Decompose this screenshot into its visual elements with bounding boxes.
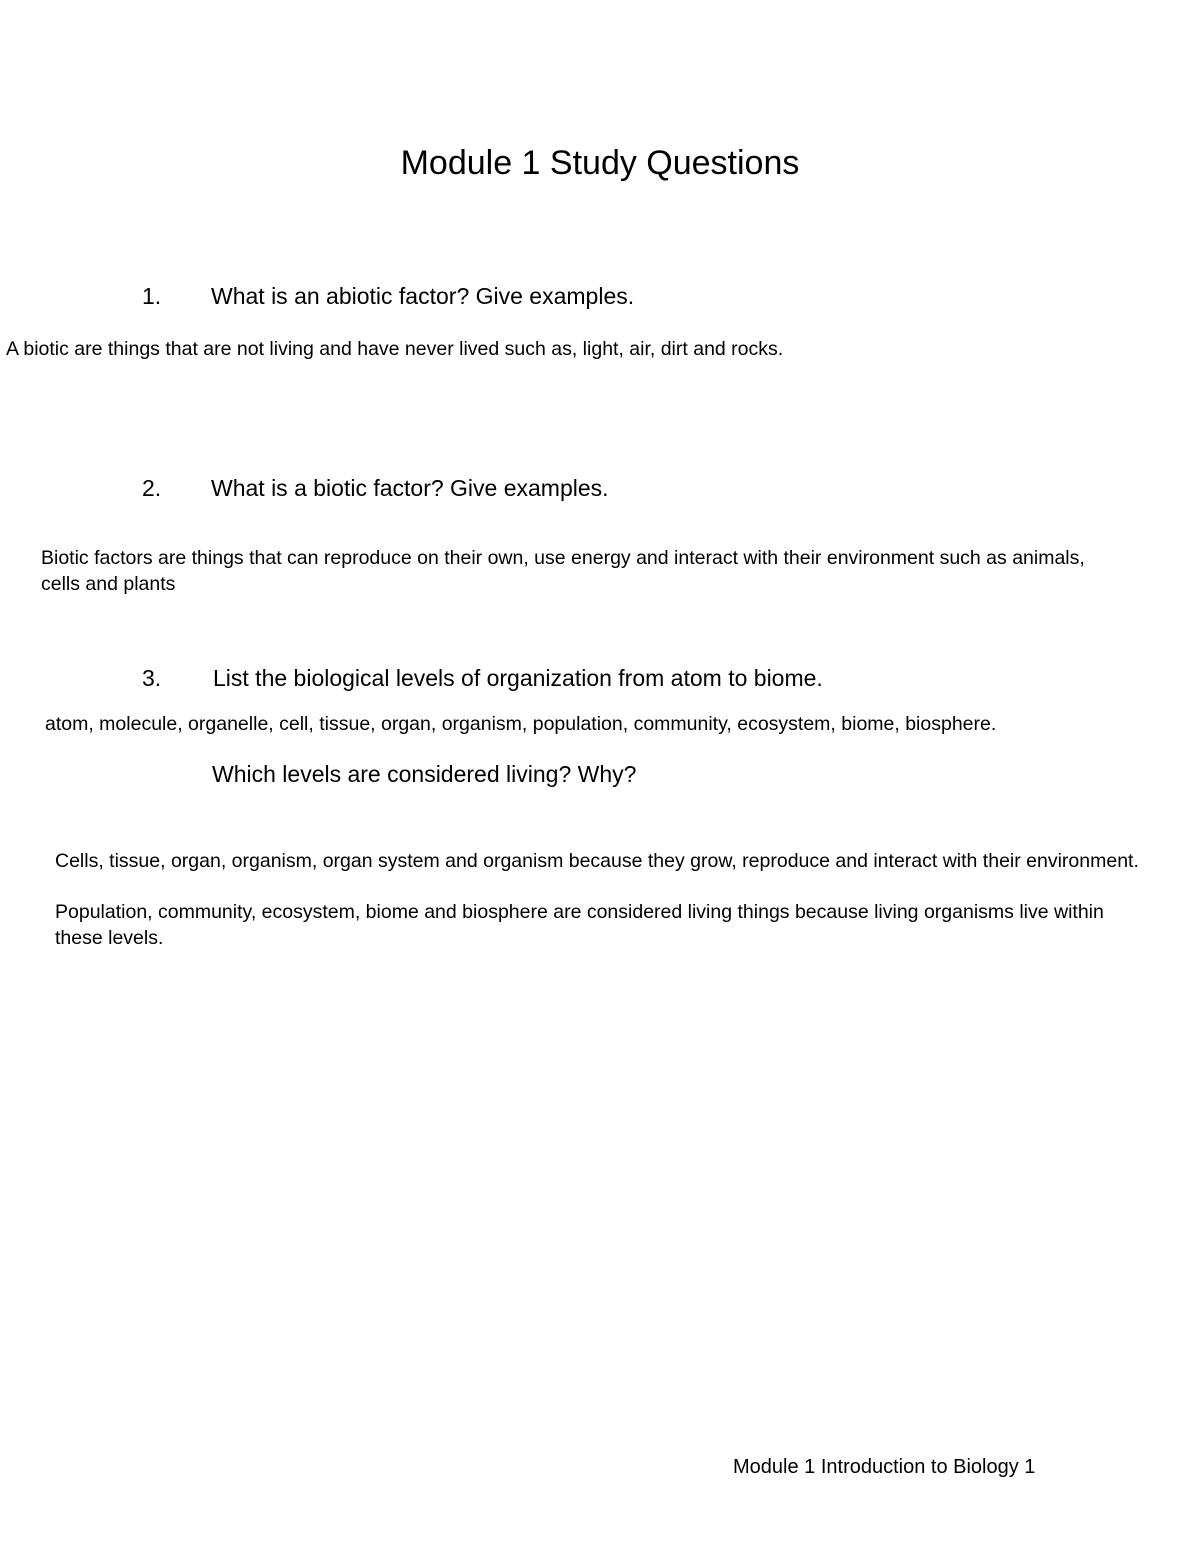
question-1-number: 1. (142, 283, 162, 309)
followup-answer-1: Cells, tissue, organ, organism, organ system and organism because they grow, reproduce and interact with their environment. (55, 850, 1139, 872)
page-footer: Module 1 Introduction to Biology 1 (733, 1456, 1036, 1478)
answer-3: atom, molecule, organelle, cell, tissue, organ, organism, population, community, ecosystem, biome, biosphere. (45, 713, 997, 735)
question-2-number: 2. (142, 475, 162, 501)
question-2-text: What is a biotic factor? Give examples. (211, 475, 609, 501)
question-1-text: What is an abiotic factor? Give examples. (211, 283, 635, 309)
followup-answer-2: Population, community, ecosystem, biome and biosphere are considered living things because living organisms live within these levels. (55, 901, 1104, 949)
question-3-followup: Which levels are considered living? Why? (212, 761, 637, 787)
question-3 (142, 664, 1042, 694)
question-3-text: List the biological levels of organization from atom to biome. (213, 665, 823, 691)
answer-1: A biotic are things that are not living and have never lived such as, light, air, dirt and rocks. (6, 338, 784, 360)
question-3-number: 3. (142, 665, 162, 691)
question-2 (142, 474, 1042, 504)
question-1 (142, 282, 1042, 312)
answer-2: Biotic factors are things that can reproduce on their own, use energy and interact with their environment such as animals, cells and plants (41, 547, 1085, 595)
page-title: Module 1 Study Questions (400, 144, 800, 182)
